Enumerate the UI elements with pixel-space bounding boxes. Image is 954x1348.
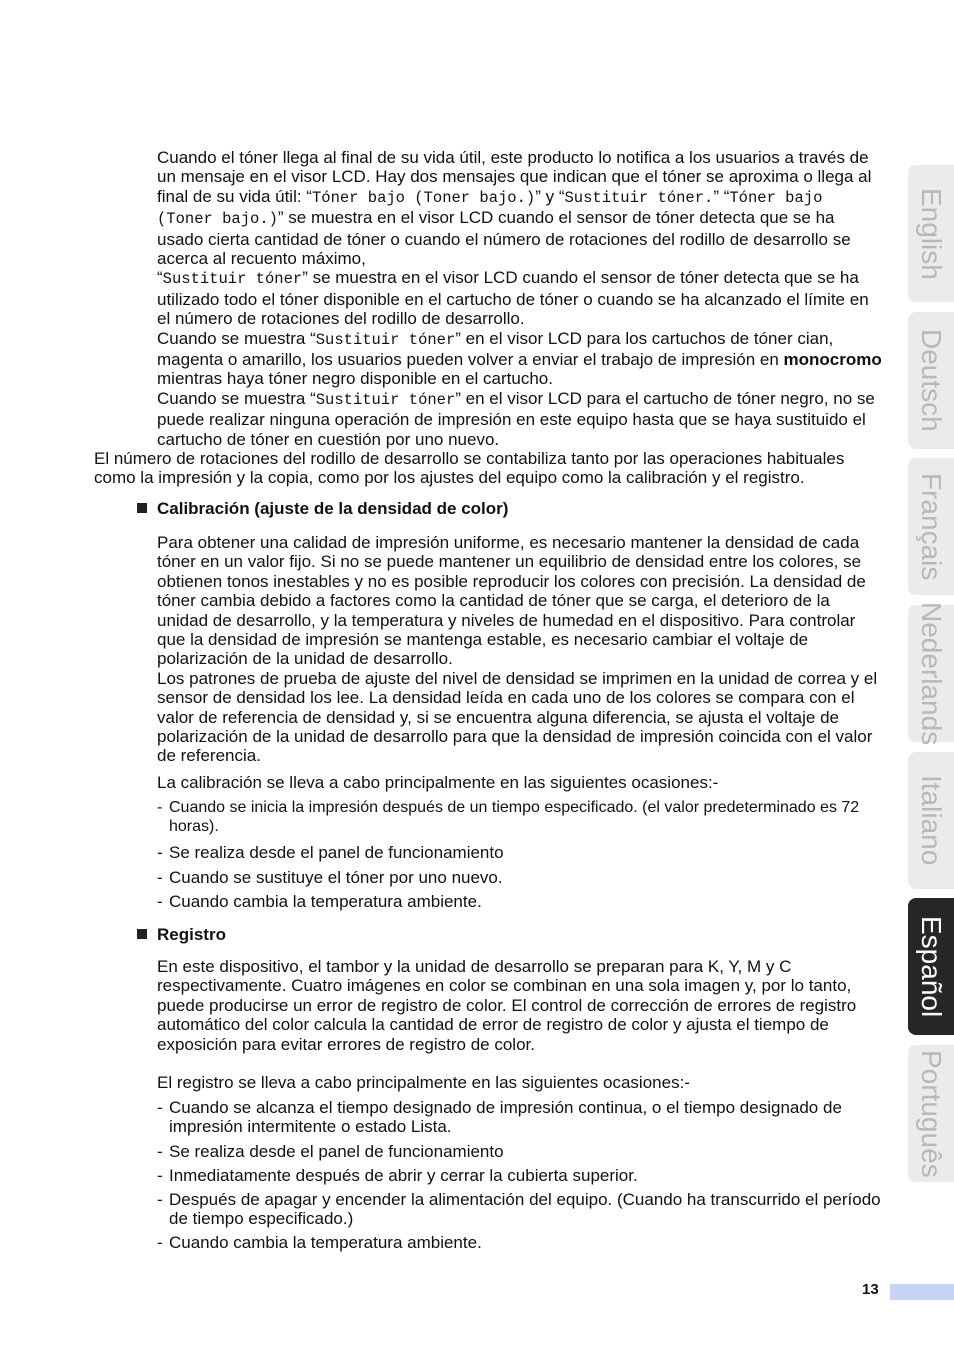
square-bullet-icon [137, 929, 147, 939]
list-dash: - [157, 868, 163, 887]
registration-heading [137, 925, 226, 945]
calibration-text: Los patrones de prueba de ajuste del nivel de densidad se imprimen en la unidad de correa y el sensor de densidad los lee. La densidad leída en cada uno de los colores se compara con el valor de referencia de densidad y, si se encuentra alguna diferencia, se ajusta el voltaje de polarización de la unidad de desarrollo para que la densidad de impresión coincida con el valor de referencia. [157, 668, 878, 766]
list-dash: - [157, 892, 163, 911]
intro-text: ” “ [713, 186, 730, 206]
list-item-text: Después de apagar y encender la alimentación del equipo. (Cuando ha transcurrido el período de tiempo especificado.) [169, 1190, 881, 1229]
lcd-message: Sustituir tóner [162, 270, 303, 289]
list-item [157, 1233, 882, 1252]
list-dash: - [157, 1142, 163, 1161]
lcd-message: Tóner bajo (Toner bajo.) [157, 188, 823, 229]
lcd-message: Sustituir tóner. [564, 188, 714, 207]
list-item [157, 798, 882, 837]
list-item-text: Se realiza desde el panel de funcionamiento [169, 1142, 504, 1161]
list-item-text: Cuando cambia la temperatura ambiente. [169, 1233, 482, 1252]
registration-occasions-intro: El registro se lleva a cabo principalmente en las siguientes ocasiones:- [157, 1073, 690, 1092]
list-dash: - [157, 1166, 163, 1185]
tab-english[interactable] [908, 165, 954, 302]
calibration-paragraph [157, 533, 882, 766]
tab-label: Español [916, 915, 947, 1018]
registration-heading-text: Registro [157, 925, 226, 944]
intro-text: ” y “ [535, 186, 565, 206]
calibration-heading [137, 499, 508, 519]
tab-deutsch[interactable] [908, 312, 954, 449]
intro-text: Cuando se muestra “ [157, 328, 316, 348]
lcd-message: Tóner bajo (Toner bajo.) [311, 188, 536, 207]
tab-nederlands[interactable] [908, 601, 954, 746]
intro-text: ” en el visor LCD para el cartucho de tóner negro, no se puede realizar ninguna operación de impresión en este equipo hasta que se haya sustituido el cartucho de tóner en cuestión por uno nuevo. [157, 388, 875, 449]
intro-text: ” en el visor LCD para los cartuchos de tóner cian, magenta o amarillo, los usuarios pueden volver a enviar el trabajo de impresión en [157, 328, 834, 370]
calibration-heading-text: Calibración (ajuste de la densidad de color) [157, 499, 509, 518]
intro-text: Cuando se muestra “ [157, 388, 316, 408]
tab-label: Deutsch [916, 329, 947, 432]
registration-paragraph: En este dispositivo, el tambor y la unidad de desarrollo se preparan para K, Y, M y C respectivamente. Cuatro imágenes en color se combinan en una sola imagen y, por lo tanto, puede producirse un error de registro de color. El control de corrección de errores de registro automático del color calcula la cantidad de error de registro de color y ajusta el tiempo de exposición para evitar errores de registro de color. [157, 957, 857, 1054]
list-item [157, 1166, 882, 1185]
intro-text: mientras haya tóner negro disponible en el cartucho. [157, 369, 553, 389]
list-item-text: Cuando se alcanza el tiempo designado de impresión continua, o el tiempo designado de impresión intermitente o estado Lista. [169, 1098, 842, 1137]
list-item-text: Cuando se inicia la impresión después de un tiempo especificado. (el valor predeterminado es 72 horas). [169, 799, 860, 836]
list-item [157, 1142, 882, 1161]
lcd-message: Sustituir tóner [315, 330, 456, 349]
list-item [157, 843, 882, 862]
list-item-text: Se realiza desde el panel de funcionamiento [169, 843, 504, 862]
toner-notification-paragraph [157, 148, 882, 449]
list-dash: - [157, 799, 163, 816]
tab-italiano[interactable] [908, 752, 954, 889]
list-dash: - [157, 1098, 163, 1117]
tab-label: Nederlands [916, 601, 947, 746]
page-number: 13 [862, 1281, 879, 1298]
tab-label: English [916, 187, 947, 280]
list-dash: - [157, 1190, 163, 1209]
intro-text: “ [157, 268, 163, 288]
list-dash: - [157, 843, 163, 862]
list-item-text: Inmediatamente después de abrir y cerrar la cubierta superior. [169, 1166, 638, 1185]
language-tabs [908, 0, 954, 1348]
list-item [157, 892, 882, 911]
emphasis-text: monocromo [783, 350, 882, 370]
tab-francais[interactable] [908, 458, 954, 595]
list-item-text: Cuando cambia la temperatura ambiente. [169, 892, 482, 911]
tab-espanol[interactable] [908, 898, 954, 1035]
tab-label: Français [916, 472, 947, 581]
list-dash: - [157, 1233, 163, 1252]
lcd-message: Sustituir tóner [315, 390, 456, 409]
tab-portugues[interactable] [908, 1045, 954, 1182]
list-item [157, 868, 882, 887]
list-item [157, 1098, 882, 1137]
list-item [157, 1190, 882, 1229]
tab-label: Italiano [916, 775, 947, 866]
tab-label: Português [916, 1049, 947, 1178]
intro-text: ” se muestra en el visor LCD cuando el sensor de tóner detecta que se ha usado cierta cantidad de tóner o cuando el número de rotaciones del rodillo de desarrollo se acerca al recuento máximo, [157, 208, 851, 269]
page-number-bar [890, 1284, 954, 1300]
intro-text: Cuando el tóner llega al final de su vida útil, este producto lo notifica a los usuarios a través de un mensaje en el visor LCD. Hay dos mensajes que indican que el tóner se aproxima o llega al final de su vida útil: “ [157, 148, 872, 206]
intro-text: ” se muestra en el visor LCD cuando el sensor de tóner detecta que se ha utilizado todo el tóner disponible en el cartucho de tóner o cuando se ha alcanzado el límite en el número de rotaciones del rodillo de desarrollo. [157, 268, 869, 329]
calibration-occasions-intro: La calibración se lleva a cabo principalmente en las siguientes ocasiones:- [157, 773, 719, 792]
calibration-text: Para obtener una calidad de impresión uniforme, es necesario mantener la densidad de cada tóner en un valor fijo. Si no se puede mantener un equilibrio de densidad entre los colores, se obtienen tonos inestables y no es posible reproducir los colores con precisión. La densidad de tóner cambia debido a factores como la cantidad de tóner que se carga, el deterioro de la unidad de desarrollo, y la temperatura y niveles de humedad en el dispositivo. Para controlar que la densidad de impresión se mantenga estable, es necesario cambiar el voltaje de polarización de la unidad de desarrollo. [157, 533, 866, 669]
rotation-count-paragraph: El número de rotaciones del rodillo de desarrollo se contabiliza tanto por las operaciones habituales como la impresión y la copia, como por los ajustes del equipo como la calibración y el registro. [94, 449, 845, 488]
square-bullet-icon [137, 503, 147, 513]
list-item-text: Cuando se sustituye el tóner por uno nuevo. [169, 868, 503, 887]
